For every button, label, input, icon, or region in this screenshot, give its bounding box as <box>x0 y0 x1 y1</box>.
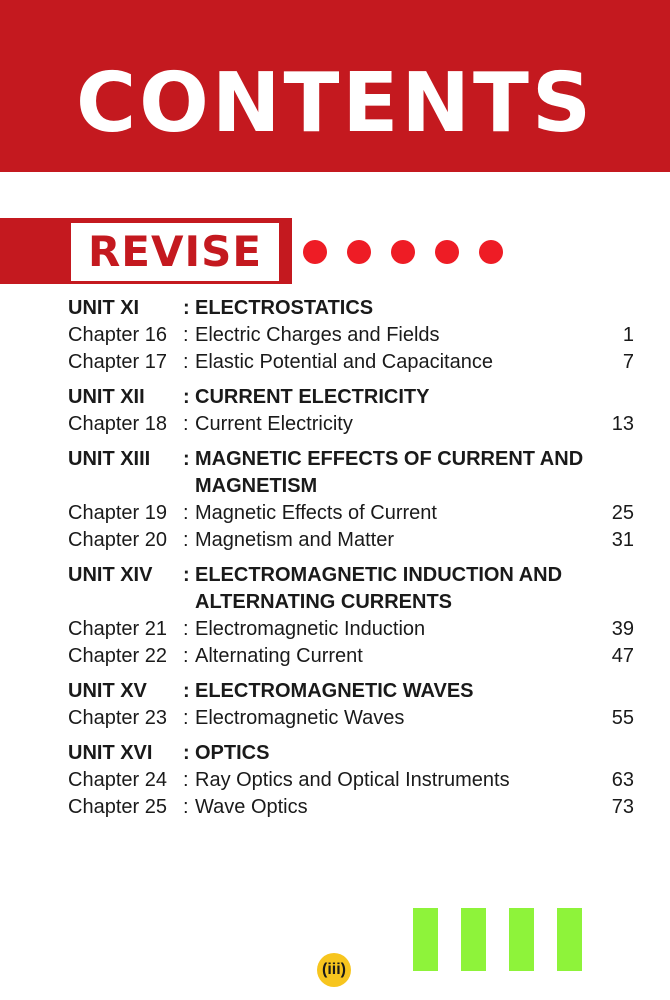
unit-title: MAGNETIC EFFECTS OF CURRENT AND <box>195 448 584 470</box>
unit-title: ALTERNATING CURRENTS <box>195 591 453 613</box>
chapter-label: Chapter 18 <box>68 413 167 435</box>
chapter-page-number: 39 <box>611 618 634 640</box>
unit-title: OPTICS <box>195 742 270 764</box>
revise-badge <box>68 220 282 284</box>
unit-colon: : <box>183 448 190 470</box>
unit-label: UNIT XIII <box>68 448 151 470</box>
chapter-colon: : <box>183 645 189 667</box>
dot-icon <box>347 240 371 264</box>
unit-title: ELECTROMAGNETIC INDUCTION AND <box>195 564 563 586</box>
chapter-page-number: 25 <box>611 502 634 524</box>
chapter-label: Chapter 23 <box>68 707 167 729</box>
chapter-title: Electric Charges and Fields <box>195 324 440 346</box>
chapter-page-number: 55 <box>611 707 634 729</box>
chapter-label: Chapter 16 <box>68 324 167 346</box>
unit-title: ELECTROMAGNETIC WAVES <box>195 680 474 702</box>
revise-label: REVISE <box>87 227 263 276</box>
chapter-colon: : <box>183 529 189 551</box>
chapter-label: Chapter 24 <box>68 769 167 791</box>
unit-heading <box>68 740 634 767</box>
chapter-title: Electromagnetic Waves <box>195 707 405 729</box>
chapter-entry[interactable] <box>68 500 634 527</box>
page-number: (iii) <box>317 953 351 987</box>
green-bar <box>509 908 534 971</box>
unit-heading <box>68 384 634 411</box>
unit-title: MAGNETISM <box>195 475 318 497</box>
chapter-title: Magnetism and Matter <box>195 529 394 551</box>
chapter-colon: : <box>183 769 189 791</box>
unit-heading <box>68 678 634 705</box>
unit-colon: : <box>183 742 190 764</box>
chapter-colon: : <box>183 502 189 524</box>
chapter-title: Ray Optics and Optical Instruments <box>195 769 510 791</box>
unit-label: UNIT XII <box>68 386 145 408</box>
dot-icon <box>391 240 415 264</box>
chapter-colon: : <box>183 413 189 435</box>
unit-colon: : <box>183 386 190 408</box>
unit-label: UNIT XI <box>68 297 140 319</box>
chapter-title: Wave Optics <box>195 796 308 818</box>
unit-colon: : <box>183 297 190 319</box>
chapter-label: Chapter 25 <box>68 796 167 818</box>
unit-title: CURRENT ELECTRICITY <box>195 386 430 408</box>
page-title: CONTENTS <box>75 56 595 151</box>
chapter-colon: : <box>183 324 189 346</box>
chapter-label: Chapter 19 <box>68 502 167 524</box>
chapter-colon: : <box>183 351 189 373</box>
unit-heading <box>68 562 634 616</box>
green-bar <box>413 908 438 971</box>
dot-icon <box>479 240 503 264</box>
chapter-entry[interactable] <box>68 411 634 438</box>
chapter-page-number: 1 <box>622 324 634 346</box>
chapter-entry[interactable] <box>68 527 634 554</box>
chapter-page-number: 7 <box>622 351 634 373</box>
chapter-colon: : <box>183 707 189 729</box>
chapter-entry[interactable] <box>68 767 634 794</box>
unit-label: UNIT XV <box>68 680 147 702</box>
chapter-entry[interactable] <box>68 643 634 670</box>
chapter-colon: : <box>183 796 189 818</box>
decorative-dots <box>303 240 503 264</box>
chapter-label: Chapter 22 <box>68 645 167 667</box>
unit-label: UNIT XVI <box>68 742 153 764</box>
chapter-entry[interactable] <box>68 322 634 349</box>
table-of-contents <box>68 295 634 821</box>
chapter-label: Chapter 17 <box>68 351 167 373</box>
chapter-page-number: 13 <box>611 413 634 435</box>
chapter-entry[interactable] <box>68 705 634 732</box>
unit-label: UNIT XIV <box>68 564 153 586</box>
dot-icon <box>435 240 459 264</box>
chapter-title: Elastic Potential and Capacitance <box>195 351 493 373</box>
chapter-page-number: 73 <box>611 796 634 818</box>
chapter-title: Alternating Current <box>195 645 363 667</box>
chapter-page-number: 31 <box>611 529 634 551</box>
chapter-entry[interactable] <box>68 349 634 376</box>
chapter-label: Chapter 20 <box>68 529 167 551</box>
unit-colon: : <box>183 680 190 702</box>
unit-colon: : <box>183 564 190 586</box>
chapter-page-number: 63 <box>611 769 634 791</box>
chapter-colon: : <box>183 618 189 640</box>
chapter-entry[interactable] <box>68 616 634 643</box>
green-bar <box>461 908 486 971</box>
unit-title: ELECTROSTATICS <box>195 297 374 319</box>
chapter-title: Current Electricity <box>195 413 353 435</box>
decorative-bars <box>413 908 582 971</box>
chapter-entry[interactable] <box>68 794 634 821</box>
chapter-title: Magnetic Effects of Current <box>195 502 437 524</box>
chapter-page-number: 47 <box>611 645 634 667</box>
chapter-label: Chapter 21 <box>68 618 167 640</box>
dot-icon <box>303 240 327 264</box>
unit-heading <box>68 295 634 322</box>
green-bar <box>557 908 582 971</box>
chapter-title: Electromagnetic Induction <box>195 618 426 640</box>
unit-heading <box>68 446 634 500</box>
